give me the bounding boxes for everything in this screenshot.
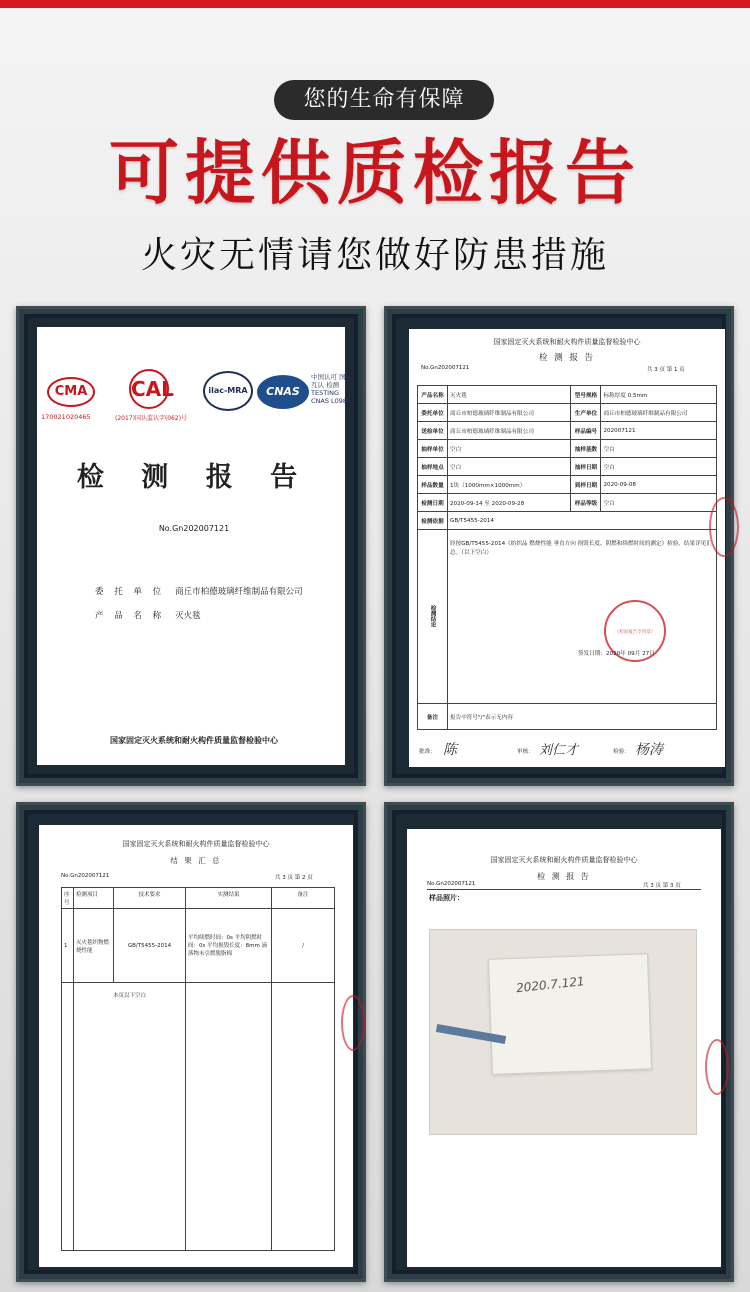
page3-title: 检 测 报 告 bbox=[537, 872, 591, 881]
cell: 到样日期 bbox=[571, 476, 601, 494]
cell: 202007121 bbox=[601, 422, 717, 440]
cell: 检测日期 bbox=[418, 494, 448, 512]
certificate-frame-page1 bbox=[384, 306, 734, 786]
column-header: 检测项目 bbox=[74, 888, 114, 909]
cma-logo-icon: CMA bbox=[47, 377, 95, 407]
cell: 型号规格 bbox=[571, 386, 601, 404]
table-row bbox=[418, 494, 717, 512]
product-label: 产 品 名 称 bbox=[95, 611, 166, 621]
seam-stamp-icon bbox=[709, 497, 739, 557]
table-row bbox=[418, 530, 717, 704]
inspect-label: 检验： bbox=[613, 749, 630, 755]
results-table bbox=[61, 887, 335, 1251]
signature-inspect: 杨涛 bbox=[635, 742, 663, 758]
signature-approve: 陈 bbox=[443, 742, 457, 758]
cell: 产品名称 bbox=[418, 386, 448, 404]
client-row bbox=[95, 585, 303, 597]
cell: 空白 bbox=[601, 440, 717, 458]
page2-number: No.Gn202007121 bbox=[61, 873, 110, 879]
cal-logo-icon: CAL bbox=[129, 369, 169, 409]
handwritten-date: 2020.7.121 bbox=[515, 974, 586, 996]
column-header: 技术要求 bbox=[114, 888, 186, 909]
cell: 1 bbox=[62, 909, 74, 983]
official-stamp-icon: （检验报告专用章） bbox=[604, 600, 666, 662]
conclusion-cell bbox=[448, 530, 717, 704]
table-row bbox=[418, 512, 717, 530]
seam-stamp-icon bbox=[705, 1039, 729, 1095]
page1-pagination: 共 3 页 第 1 页 bbox=[647, 367, 685, 373]
cell: 样品编号 bbox=[571, 422, 601, 440]
page3-header: 国家固定灭火系统和耐火构件质量监督检验中心 bbox=[490, 856, 638, 864]
cell: 平均续燃时间：0s 平均阴燃时间：0s 平均损毁长度：8mm 滴落物未引燃脱脂棉 bbox=[186, 909, 272, 983]
client-label: 委 托 单 位 bbox=[95, 587, 166, 597]
review-label: 审核： bbox=[517, 749, 534, 755]
page3-number: No.Gn202007121 bbox=[427, 881, 476, 887]
cnas-text: 中国认可 国际互认 检测 TESTING CNAS L0988 bbox=[311, 373, 353, 405]
table-header-row bbox=[62, 888, 335, 909]
table-row bbox=[418, 476, 717, 494]
cell: 空白 bbox=[448, 440, 571, 458]
report-page-2 bbox=[39, 825, 353, 1267]
cell: GB/T5455-2014 bbox=[114, 909, 186, 983]
cell: / bbox=[272, 909, 335, 983]
cell: 空白 bbox=[601, 494, 717, 512]
table-row bbox=[418, 422, 717, 440]
page1-header: 国家固定灭火系统和耐火构件质量监督检验中心 bbox=[493, 338, 641, 346]
cnas-logo-icon: CNAS bbox=[257, 375, 309, 409]
cell: 检测结论 bbox=[418, 530, 448, 704]
cell: 抽样日期 bbox=[571, 458, 601, 476]
cell: 商丘市柏德玻璃纤维制品有限公司 bbox=[448, 422, 571, 440]
report-page-3 bbox=[407, 829, 721, 1267]
page3-pagination: 共 3 页 第 3 页 bbox=[643, 883, 681, 889]
cell: 检测依据 bbox=[418, 512, 448, 530]
page2-header: 国家固定灭火系统和耐火构件质量监督检验中心 bbox=[122, 840, 270, 848]
cal-number: (2017)国认监认字(062)号 bbox=[115, 415, 188, 422]
cell: 空白 bbox=[448, 458, 571, 476]
cell: 空白 bbox=[601, 458, 717, 476]
cell: 标称厚度 0.5mm bbox=[601, 386, 717, 404]
client-value: 商丘市柏德玻璃纤维制品有限公司 bbox=[175, 587, 303, 597]
cell: 抽样单位 bbox=[418, 440, 448, 458]
sign-date: 签发日期：2020年 09月 27日 bbox=[578, 651, 655, 657]
conclusion-text: 经按GB/T5455-2014《纺织品 燃烧性能 垂直方向 损毁长度、阴燃和续燃时间的测定》检验，结果详见汇总。（以下空白） bbox=[450, 541, 712, 556]
cma-number: 170021020465 bbox=[41, 413, 91, 421]
cell: 委托单位 bbox=[418, 404, 448, 422]
photo-label: 样品照片： bbox=[429, 894, 464, 902]
subheadline: 火灾无情请您做好防患措施 bbox=[140, 235, 609, 276]
report-number: No.Gn202007121 bbox=[158, 524, 230, 533]
report-page-1 bbox=[409, 329, 725, 767]
certificate-frame-cover bbox=[16, 306, 366, 786]
cell: 样品数量 bbox=[418, 476, 448, 494]
table-row bbox=[62, 983, 335, 1251]
sample-photo bbox=[429, 929, 697, 1135]
signature-review: 刘仁才 bbox=[539, 743, 579, 758]
cell: 2020-09-08 bbox=[601, 476, 717, 494]
ilac-logo-icon: ilac-MRA bbox=[203, 371, 253, 411]
divider bbox=[427, 889, 701, 890]
report-cover-page bbox=[37, 327, 353, 765]
cell: 抽样基数 bbox=[571, 440, 601, 458]
page1-number: No.Gn202007121 bbox=[421, 365, 470, 371]
report-info-table bbox=[417, 385, 717, 730]
table-row bbox=[418, 404, 717, 422]
fire-blanket-sample bbox=[488, 953, 652, 1075]
column-header: 序号 bbox=[62, 888, 74, 909]
cell: 送检单位 bbox=[418, 422, 448, 440]
headline: 可提供质检报告 bbox=[109, 132, 641, 214]
table-row bbox=[418, 440, 717, 458]
table-row bbox=[418, 386, 717, 404]
cell: 1块（1000mm×1000mm） bbox=[448, 476, 571, 494]
seam-stamp-icon bbox=[341, 995, 365, 1051]
column-header: 实测结果 bbox=[186, 888, 272, 909]
table-row bbox=[418, 704, 717, 730]
accreditation-logos bbox=[37, 367, 351, 437]
issuer-footer: 国家固定灭火系统和耐火构件质量监督检验中心 bbox=[110, 736, 278, 745]
page2-pagination: 共 3 页 第 2 页 bbox=[275, 875, 313, 881]
cell: 2020-09-14 至 2020-09-28 bbox=[448, 494, 571, 512]
certificate-frame-page3 bbox=[384, 802, 734, 1282]
top-accent-bar bbox=[0, 0, 750, 8]
page1-title: 检 测 报 告 bbox=[538, 353, 596, 363]
cell: GB/T5455-2014 bbox=[448, 512, 717, 530]
table-row bbox=[62, 909, 335, 983]
cell: 灭火毯 bbox=[448, 386, 571, 404]
cell: 商丘市柏德玻璃纤维制品有限公司 bbox=[448, 404, 571, 422]
cell: 备注 bbox=[418, 704, 448, 730]
table-row bbox=[418, 458, 717, 476]
cell: 抽样地点 bbox=[418, 458, 448, 476]
product-row bbox=[95, 609, 201, 621]
product-value: 灭火毯 bbox=[175, 611, 201, 621]
column-header: 备注 bbox=[272, 888, 335, 909]
cell: 商丘市柏德玻璃纤维制品有限公司 bbox=[601, 404, 717, 422]
blank-note: 本页以下空白 bbox=[74, 983, 186, 1251]
cell: 样品等级 bbox=[571, 494, 601, 512]
approve-label: 批准： bbox=[419, 749, 436, 755]
report-title: 检 测 报 告 bbox=[76, 462, 312, 493]
cell: 报告中符号"/"表示无内容 bbox=[448, 704, 717, 730]
cell: 灭火毯织物燃烧性能 bbox=[74, 909, 114, 983]
page2-title: 结 果 汇 总 bbox=[170, 856, 222, 865]
certificate-frame-page2 bbox=[16, 802, 366, 1282]
guarantee-pill: 您的生命有保障 bbox=[274, 80, 494, 120]
cell: 生产单位 bbox=[571, 404, 601, 422]
